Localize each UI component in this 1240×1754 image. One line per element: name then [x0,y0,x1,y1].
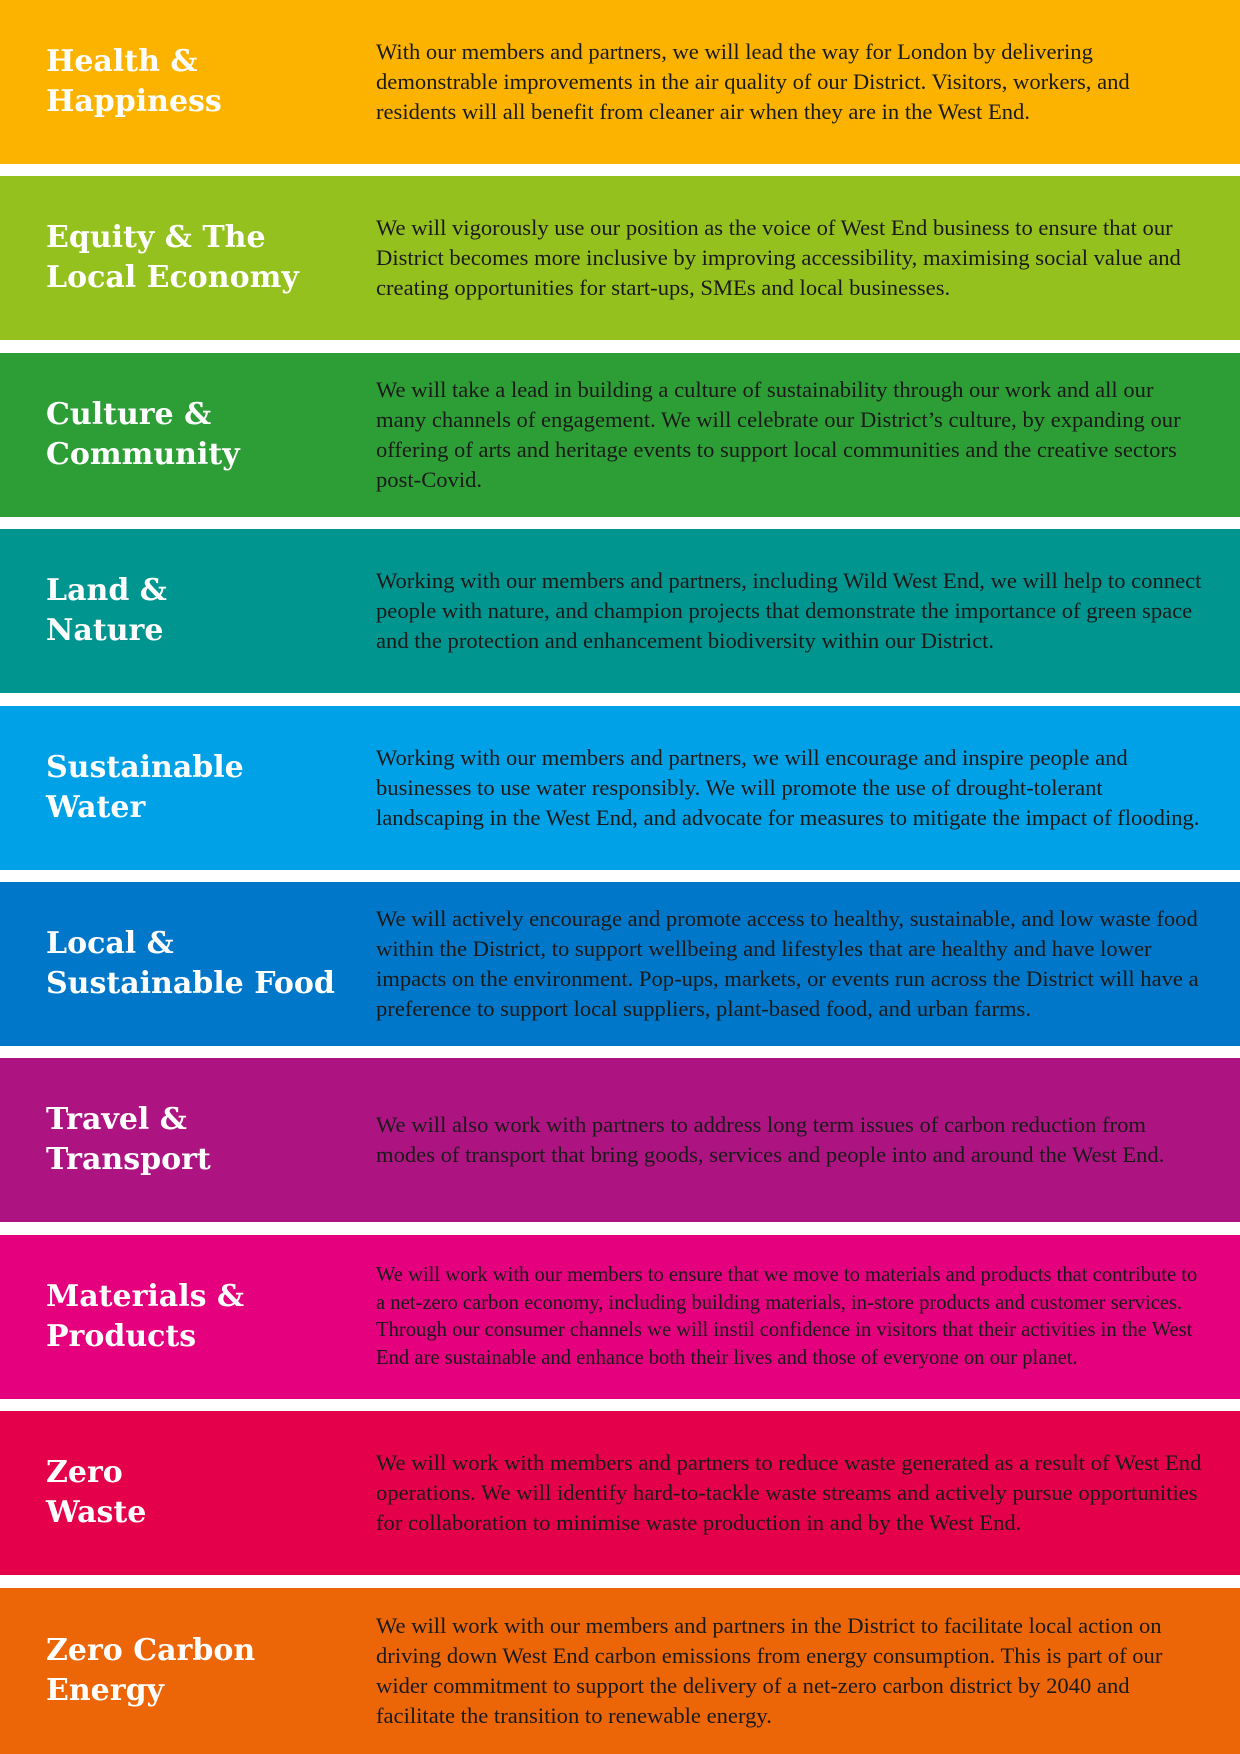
theme-band-materials-products [0,1235,1240,1399]
theme-title: Sustainable Water [46,750,244,825]
theme-description: We will take a lead in building a culture of sustainability through our work and all our many channels of engagement. We will celebrate our District’s culture, by expanding our offering of arts and heritage events to support local communities and the creative sectors post-Covid. [376,377,1181,492]
theme-band-zero-waste [0,1411,1240,1575]
theme-title: Zero Carbon Energy [46,1633,256,1708]
theme-title: Travel & Transport [46,1102,211,1177]
theme-description: We will vigorously use our position as the voice of West End business to ensure that our District becomes more inclusive by improving accessibility, maximising social value and creating opportunities for start-ups, SMEs and local businesses. [376,215,1181,300]
theme-band-culture-community [0,353,1240,517]
theme-title: Culture & Community [46,397,240,472]
theme-description: We will work with members and partners to reduce waste generated as a result of West End operations. We will identify hard-to-tackle waste streams and actively pursue opportunities for collaboration to minimise waste production in and by the West End. [376,1450,1202,1535]
theme-band-travel-transport [0,1058,1240,1222]
theme-band-zero-carbon-energy [0,1588,1240,1754]
theme-description: With our members and partners, we will lead the way for London by delivering demonstrable improvements in the air quality of our District. Visitors, workers, and residents will all benefit from cleaner air when they are in the West End. [376,39,1130,124]
theme-title: Zero Waste [46,1455,147,1530]
theme-description: We will actively encourage and promote access to healthy, sustainable, and low waste food within the District, to support wellbeing and lifestyles that are healthy and have lower impacts on the environment. Pop-ups, markets, or events run across the District will have a preference to support local suppliers, plant-based food, and urban farms. [376,906,1199,1021]
theme-band-sustainable-water [0,706,1240,870]
theme-description: We will work with our members to ensure that we move to materials and products that contribute to a net-zero carbon economy, including building materials, in-store products and customer services. Through our consumer channels we will instil confidence in visitors that their activities in the West End are sustainable and enhance both their lives and those of everyone on our planet. [376,1264,1198,1369]
theme-band-equity-local-economy [0,176,1240,340]
theme-description: Working with our members and partners, we will encourage and inspire people and businesses to use water responsibly. We will promote the use of drought-tolerant landscaping in the West End, and advocate for measures to mitigate the impact of flooding. [376,745,1200,830]
theme-description: Working with our members and partners, including Wild West End, we will help to connect people with nature, and champion projects that demonstrate the importance of green space and the protection and enhancement biodiversity within our District. [376,568,1202,653]
theme-title: Land & Nature [46,573,167,648]
theme-band-land-nature [0,529,1240,693]
theme-title: Health & Happiness [46,44,222,119]
theme-description: We will also work with partners to address long term issues of carbon reduction from modes of transport that bring goods, services and people into and around the West End. [376,1112,1165,1167]
theme-title: Local & Sustainable Food [46,926,335,1001]
theme-band-local-sustainable-food [0,882,1240,1046]
theme-description: We will work with our members and partners in the District to facilitate local action on driving down West End carbon emissions from energy consumption. This is part of our wider commitment to support the delivery of a net-zero carbon district by 2040 and facilitate the transition to renewable energy. [376,1613,1163,1728]
theme-band-health-happiness [0,0,1240,164]
theme-title: Materials & Products [46,1279,245,1354]
theme-title: Equity & The Local Economy [46,220,299,295]
